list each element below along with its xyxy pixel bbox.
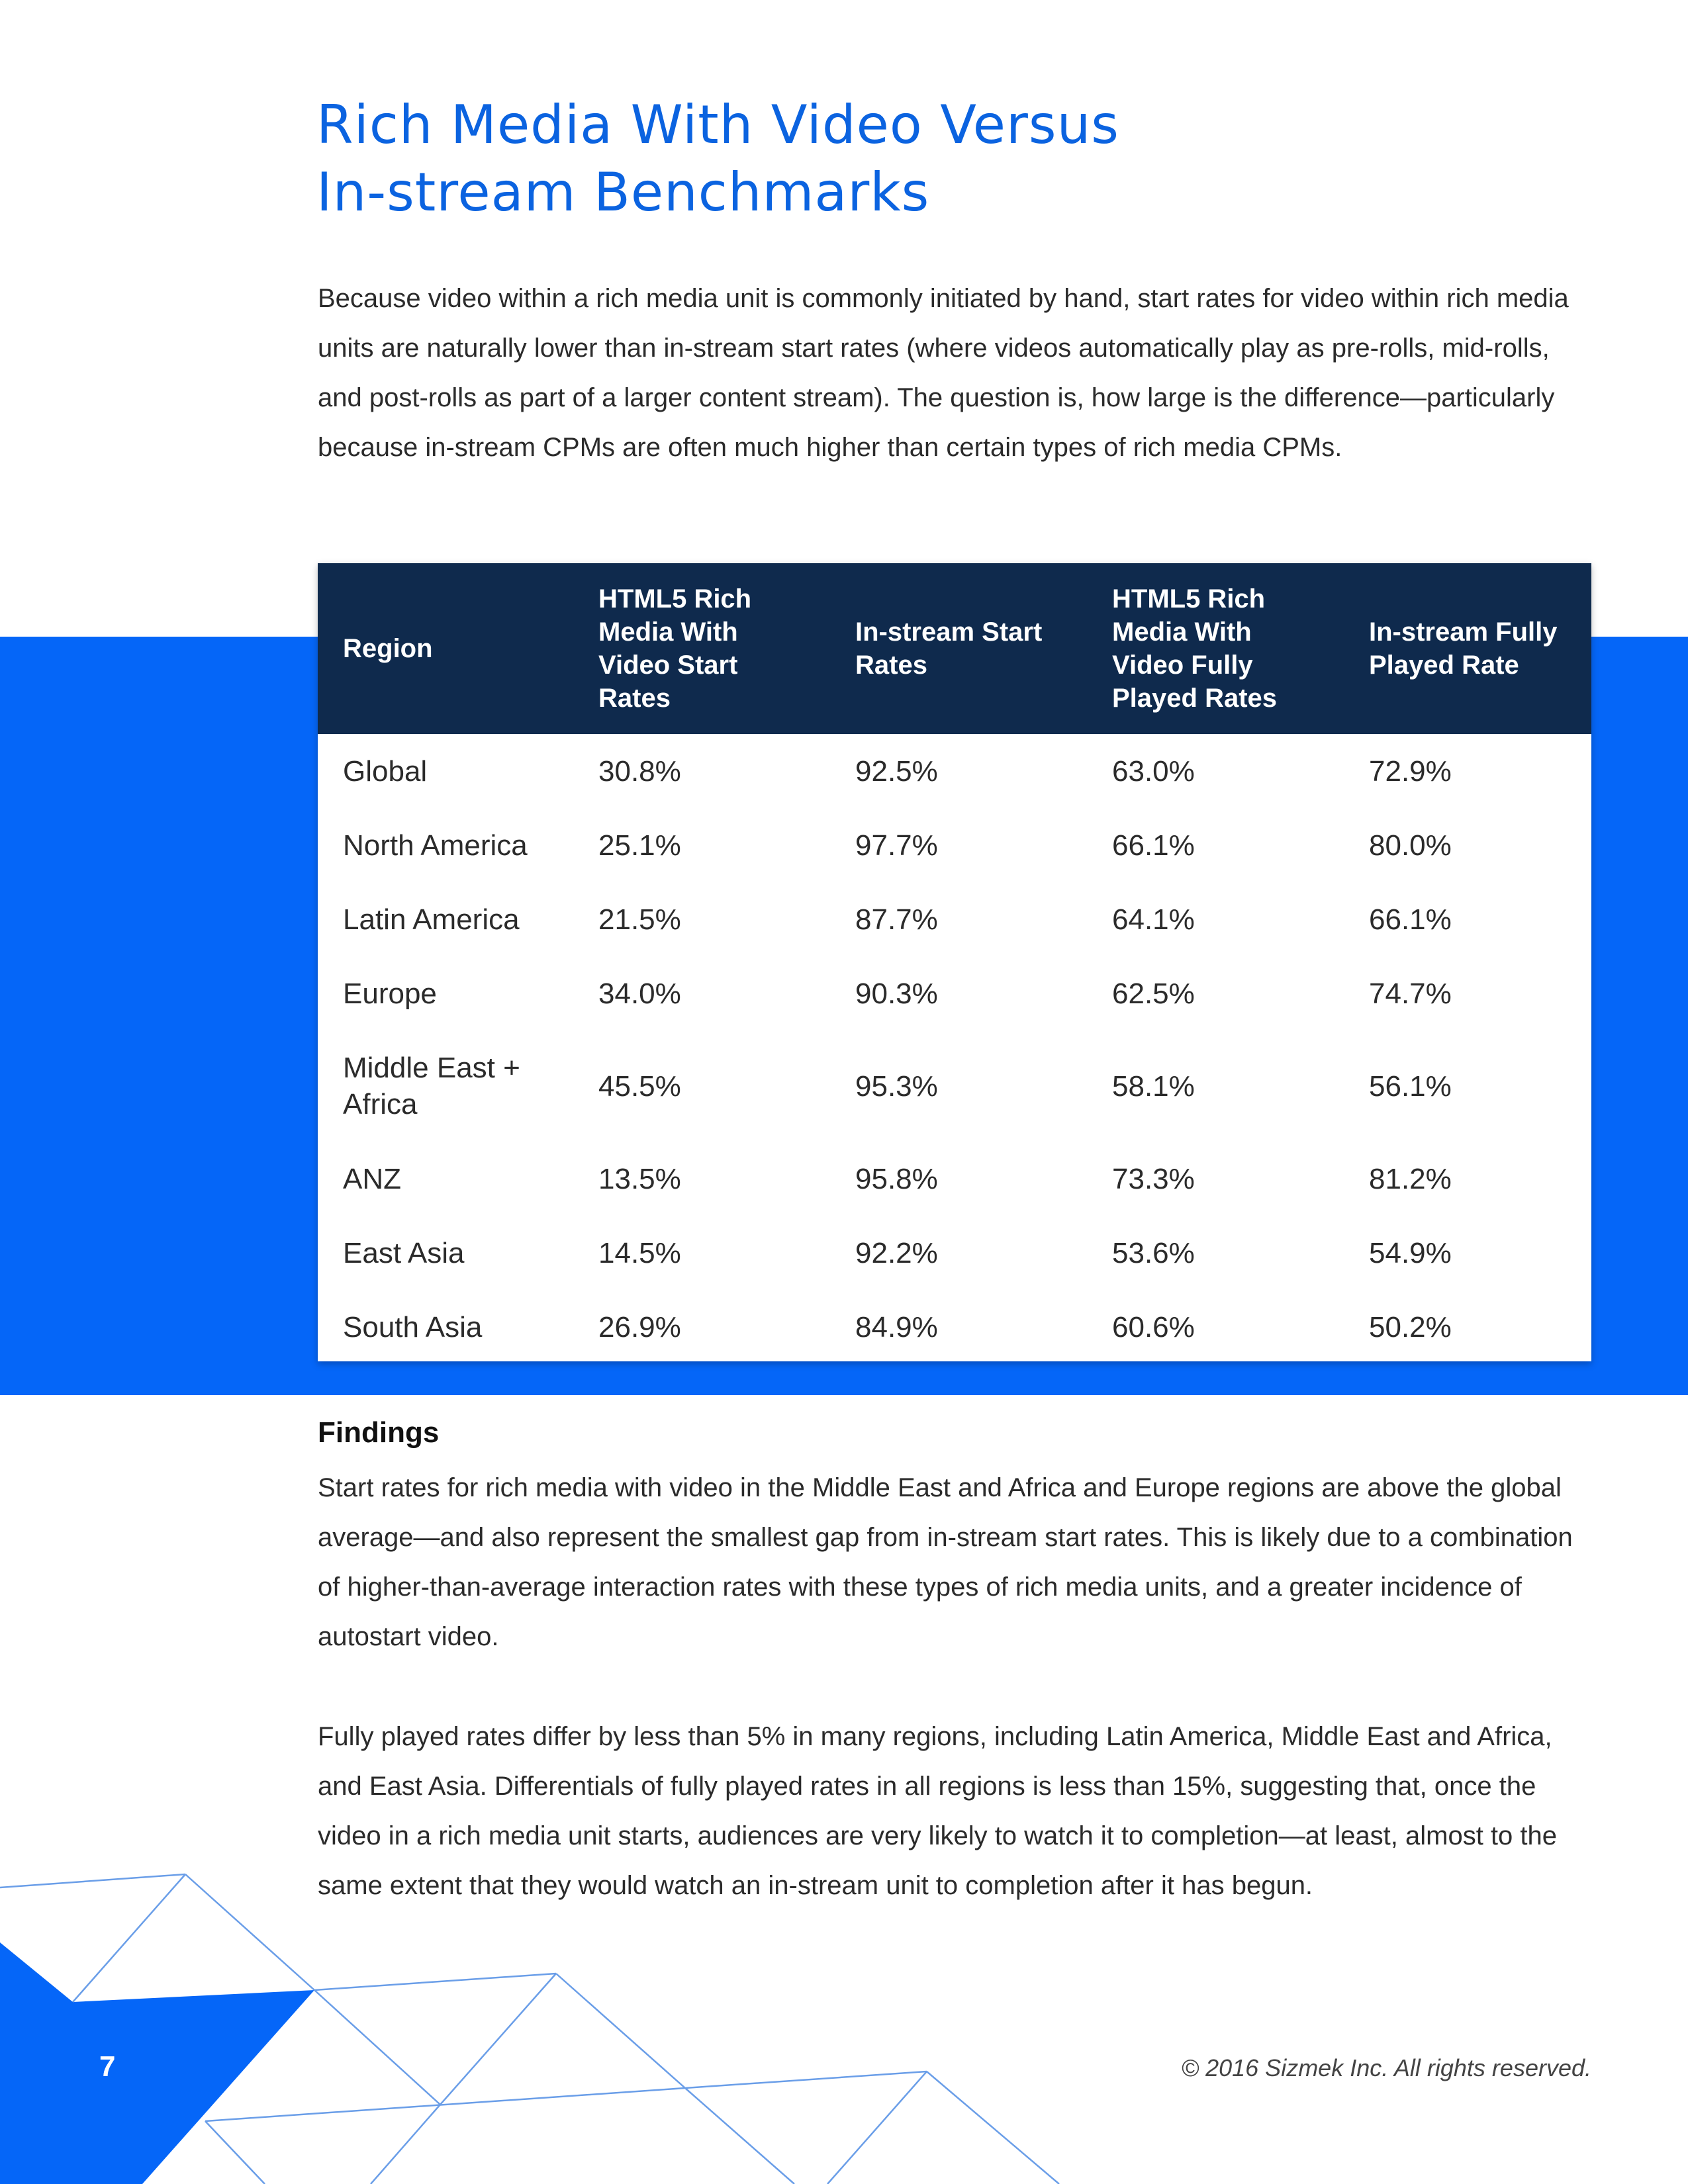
corner-triangle-bottom-left (0, 1942, 314, 2184)
cell-value: 95.8% (855, 1162, 938, 1195)
findings-paragraph-1: Start rates for rich media with video in the Middle East and Africa and Europe regions are above the global average—and also represent the smallest gap from in-stream start rates. This is likely due to a combination of higher-than-average interaction rates with these types of rich media units, and a greater incidence of autostart video. (318, 1473, 1573, 1651)
cell-region: South Asia (343, 1310, 483, 1343)
page-title (316, 91, 1574, 226)
header-rich-media-fully-played-rates: HTML5 Rich Media With Video Fully Played Rates (1112, 584, 1278, 713)
benchmarks-table (318, 563, 1591, 1364)
cell-value: 50.2% (1369, 1310, 1452, 1343)
cell-value: 45.5% (598, 1069, 681, 1103)
copyright-notice: © 2016 Sizmek Inc. All rights reserved. (1181, 2054, 1591, 2081)
cell-value: 74.7% (1369, 977, 1452, 1010)
cell-value: 54.9% (1369, 1236, 1452, 1269)
cell-value: 14.5% (598, 1236, 681, 1269)
cell-region: Europe (343, 977, 437, 1010)
page-number: 7 (99, 2050, 116, 2083)
table-header-row (318, 563, 1591, 734)
cell-value: 64.1% (1112, 903, 1195, 936)
table-row (318, 808, 1591, 882)
cell-region: ANZ (343, 1162, 401, 1195)
table-row (318, 1290, 1591, 1364)
cell-value: 34.0% (598, 977, 681, 1010)
cell-value: 87.7% (855, 903, 938, 936)
cell-value: 95.3% (855, 1069, 938, 1103)
table-row (318, 1142, 1591, 1216)
intro-paragraph: Because video within a rich media unit is commonly initiated by hand, start rates for video within rich media units are naturally lower than in-stream start rates (where videos automatically play as pre-rolls, mid-rolls, and post-rolls as part of a larger content stream). The question is, how large is the difference—particularly because in-stream CPMs are often much higher than certain types of rich media CPMs. (318, 284, 1569, 462)
cell-value: 81.2% (1369, 1162, 1452, 1195)
header-rich-media-start-rates: HTML5 Rich Media With Video Start Rates (598, 584, 752, 713)
cell-value: 97.7% (855, 829, 938, 862)
cell-value: 92.2% (855, 1236, 938, 1269)
findings-heading: Findings (318, 1416, 440, 1449)
cell-value: 53.6% (1112, 1236, 1195, 1269)
cell-value: 66.1% (1369, 903, 1452, 936)
cell-value: 26.9% (598, 1310, 681, 1343)
findings-paragraph-2: Fully played rates differ by less than 5% in many regions, including Latin America, Middle East and Africa, and East Asia. Differentials of fully played rates in all regions is less than 15%, suggesting that, once the video in a rich media unit starts, audiences are very likely to watch it to completion—at least, almost to the same extent that they would watch an in-stream unit to completion after it has begun. (318, 1722, 1557, 1900)
cell-region: Middle East + Africa (343, 1052, 520, 1120)
cell-value: 58.1% (1112, 1069, 1195, 1103)
table-row (318, 1216, 1591, 1290)
page-title-line-2: In-stream Benchmarks (316, 161, 930, 223)
cell-region: Latin America (343, 903, 520, 936)
cell-region: Global (343, 754, 428, 788)
cell-value: 25.1% (598, 829, 681, 862)
page-title-line-1: Rich Media With Video Versus (316, 94, 1119, 156)
table-row (318, 1030, 1591, 1142)
header-in-stream-fully-played-rate: In-stream Fully Played Rate (1369, 617, 1558, 680)
cell-region: East Asia (343, 1236, 465, 1269)
cell-value: 13.5% (598, 1162, 681, 1195)
cell-value: 80.0% (1369, 829, 1452, 862)
cell-value: 21.5% (598, 903, 681, 936)
table-row (318, 734, 1591, 808)
cell-value: 90.3% (855, 977, 938, 1010)
cell-value: 63.0% (1112, 754, 1195, 788)
cell-value: 73.3% (1112, 1162, 1195, 1195)
cell-value: 72.9% (1369, 754, 1452, 788)
cell-region: North America (343, 829, 528, 862)
cell-value: 84.9% (855, 1310, 938, 1343)
cell-value: 66.1% (1112, 829, 1195, 862)
benchmarks-table-card (318, 563, 1591, 1361)
cell-value: 62.5% (1112, 977, 1195, 1010)
cell-value: 30.8% (598, 754, 681, 788)
cell-value: 56.1% (1369, 1069, 1452, 1103)
header-region: Region (343, 634, 433, 663)
cell-value: 92.5% (855, 754, 938, 788)
table-row (318, 882, 1591, 956)
cell-value: 60.6% (1112, 1310, 1195, 1343)
header-in-stream-start-rates: In-stream Start Rates (855, 617, 1043, 680)
table-row (318, 956, 1591, 1030)
